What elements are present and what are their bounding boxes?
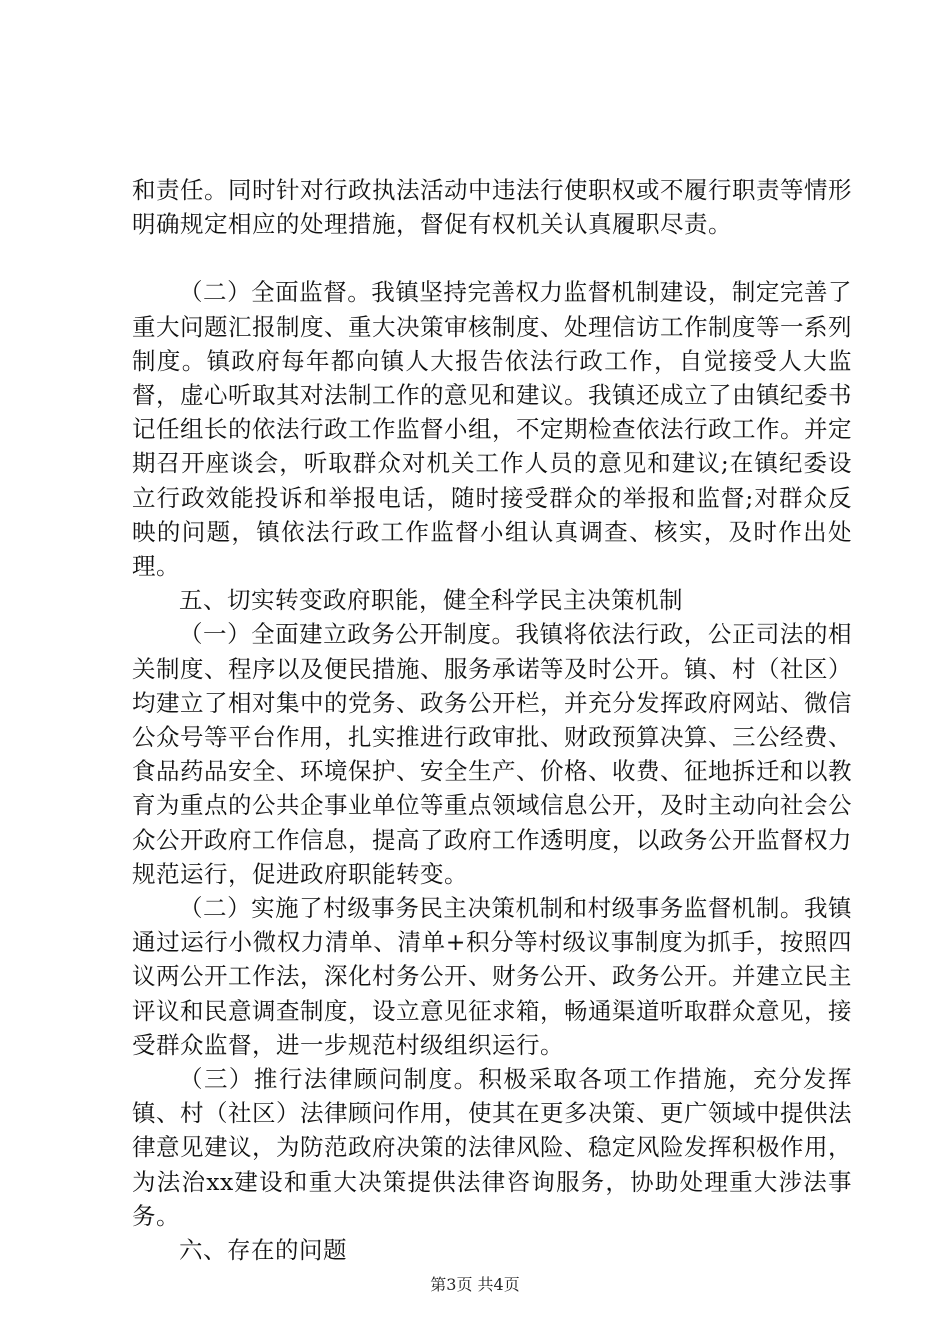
paragraph-village-affairs: （二）实施了村级事务民主决策机制和村级事务监督机制。我镇通过运行小微权力清单、清单+积分等村级议事制度为抓手，按照四议两公开工作法，深化村务公开、财务公开、政务公开。并建立民主评议和民意调查制度，设立意见征求箱，畅通渠道听取群众意见，接受群众监督，进一步规范村级组织运行。 xyxy=(132,894,852,1059)
page-number-footer: 第3页 共4页 xyxy=(430,1275,520,1294)
paragraph-gap xyxy=(132,241,852,275)
paragraph-government-openness: （一）全面建立政务公开制度。我镇将依法行政，公正司法的相关制度、程序以及便民措施、服务承诺等及时公开。镇、村（社区）均建立了相对集中的党务、政务公开栏，并充分发挥政府网站、微信公众号等平台作用，扎实推进行政审批、财政预算决算、三公经费、食品药品安全、环境保护、安全生产、价格、收费、征地拆迁和以教育为重点的公共企事业单位等重点领域信息公开，及时主动向社会公众公开政府工作信息，提高了政府工作透明度，以政务公开监督权力规范运行，促进政府职能转变。 xyxy=(132,620,852,888)
section-heading-six: 六、存在的问题 xyxy=(179,1236,347,1265)
section-heading-five: 五、切实转变政府职能，健全科学民主决策机制 xyxy=(179,586,683,615)
paragraph-continuation: 和责任。同时针对行政执法活动中违法行使职权或不履行职责等情形明确规定相应的处理措施，督促有权机关认真履职尽责。 xyxy=(132,176,852,239)
paragraph-legal-advisor: （三）推行法律顾问制度。积极采取各项工作措施，充分发挥镇、村（社区）法律顾问作用，使其在更多决策、更广领域中提供法律意见建议，为防范政府决策的法律风险、稳定风险发挥积极作用，为法治xx建设和重大决策提供法律咨询服务，协助处理重大涉法事务。 xyxy=(132,1065,852,1230)
paragraph-comprehensive-supervision: （二）全面监督。我镇坚持完善权力监督机制建设，制定完善了重大问题汇报制度、重大决策审核制度、处理信访工作制度等一系列制度。镇政府每年都向镇人大报告依法行政工作，自觉接受人大监督，虚心听取其对法制工作的意见和建议。我镇还成立了由镇纪委书记任组长的依法行政工作监督小组，不定期检查依法行政工作。并定期召开座谈会，听取群众对机关工作人员的意见和建议;在镇纪委设立行政效能投诉和举报电话，随时接受群众的举报和监督;对群众反映的问题，镇依法行政工作监督小组认真调查、核实，及时作出处理。 xyxy=(132,278,852,581)
document-body xyxy=(132,173,852,1267)
